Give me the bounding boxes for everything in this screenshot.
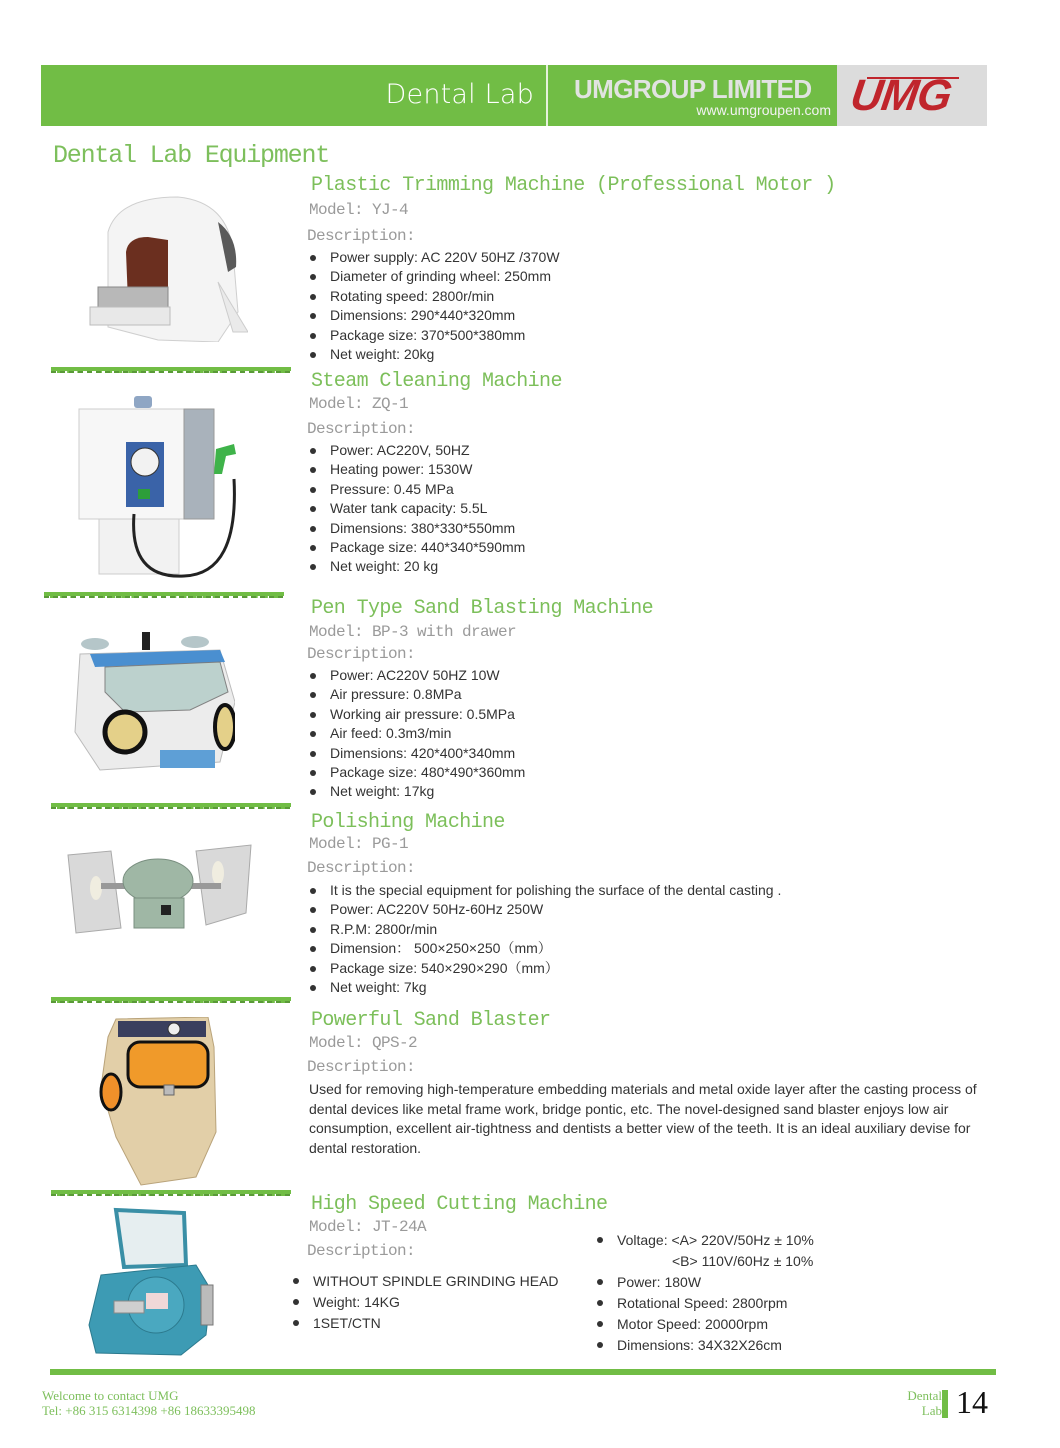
product-model: Model: YJ-4 — [309, 201, 409, 219]
section-divider — [51, 803, 291, 809]
spec-item: WITHOUT SPINDLE GRINDING HEAD — [293, 1271, 559, 1292]
section-divider — [51, 367, 291, 373]
product-name: Polishing Machine — [311, 811, 505, 834]
plastic-trimming-machine-image — [68, 192, 248, 342]
spec-item: Package size: 440*340*590mm — [310, 538, 525, 557]
spec-list — [310, 441, 525, 577]
product-model: Model: ZQ-1 — [309, 395, 409, 413]
product-name: Plastic Trimming Machine (Professional Motor ) — [311, 174, 836, 197]
spec-list — [310, 248, 560, 364]
header-banner — [41, 65, 987, 126]
spec-item: Diameter of grinding wheel: 250mm — [310, 267, 560, 286]
footer-section-line1: Dental — [907, 1388, 942, 1403]
product-model: Model: BP-3 with drawer — [309, 623, 517, 641]
description-label: Description: — [307, 227, 416, 245]
spec-list-left — [293, 1271, 559, 1334]
footer-bar — [50, 1369, 996, 1375]
spec-item: Net weight: 7kg — [310, 978, 781, 997]
sand-blasting-machine-image — [70, 632, 235, 772]
section-banner — [41, 65, 546, 126]
footer-section-line2: Lab — [921, 1403, 942, 1418]
spec-item: 1SET/CTN — [293, 1313, 559, 1334]
product-name: Powerful Sand Blaster — [311, 1009, 551, 1032]
spec-item: Power: 180W — [597, 1272, 814, 1293]
steam-cleaning-machine-image — [74, 394, 244, 584]
spec-item: Package size: 480*490*360mm — [310, 763, 525, 782]
spec-list-right — [597, 1230, 814, 1356]
polishing-machine-image — [66, 843, 254, 938]
spec-item: Dimensions: 420*400*340mm — [310, 744, 525, 763]
company-banner — [548, 65, 837, 126]
product-model: Model: QPS-2 — [309, 1034, 418, 1052]
page-number: 14 — [956, 1384, 988, 1420]
product-name: Pen Type Sand Blasting Machine — [311, 597, 654, 620]
logo-text: UMG — [847, 71, 955, 120]
description-label: Description: — [307, 1058, 416, 1076]
company-name: UMGROUP LIMITED — [574, 74, 812, 104]
spec-item: Dimensions: 34X32X26cm — [597, 1335, 814, 1356]
spec-item: Net weight: 17kg — [310, 782, 525, 801]
spec-list — [310, 881, 781, 997]
product-name: Steam Cleaning Machine — [311, 370, 562, 393]
spec-item: Rotating speed: 2800r/min — [310, 287, 560, 306]
cutting-machine-image — [86, 1205, 221, 1360]
section-divider — [51, 1190, 291, 1196]
spec-list — [310, 666, 525, 802]
section-divider — [51, 997, 291, 1003]
spec-item: Net weight: 20kg — [310, 345, 560, 364]
spec-item: Working air pressure: 0.5MPa — [310, 705, 525, 724]
spec-item: Heating power: 1530W — [310, 460, 525, 479]
company-website: www.umgroupen.com — [696, 102, 831, 118]
spec-item: Power supply: AC 220V 50HZ /370W — [310, 248, 560, 267]
contact-welcome: Welcome to contact UMG — [42, 1388, 179, 1403]
description-label: Description: — [307, 645, 416, 663]
sand-blaster-image — [96, 1017, 221, 1187]
spec-item: Air pressure: 0.8MPa — [310, 685, 525, 704]
page-title: Dental Lab Equipment — [53, 141, 330, 170]
spec-item: Power: AC220V, 50HZ — [310, 441, 525, 460]
spec-item: Water tank capacity: 5.5L — [310, 499, 525, 518]
spec-item: Dimensions: 380*330*550mm — [310, 519, 525, 538]
spec-item: Net weight: 20 kg — [310, 557, 525, 576]
product-description: Used for removing high-temperature embedding materials and metal oxide layer after the casting process of dental devices like metal frame work, bridge pontic, etc. The novel-designed sand blaster enjoys low air consumption, excellent air-tightness and dentists a better view of the teeth. It is an ideal auxiliary devise for dental restoration. — [309, 1081, 977, 1156]
spec-item: Power: AC220V 50Hz-60Hz 250W — [310, 900, 781, 919]
spec-item: Motor Speed: 20000rpm — [597, 1314, 814, 1335]
section-title: Dental Lab — [385, 79, 534, 110]
umg-logo — [837, 65, 987, 126]
spec-item: Weight: 14KG — [293, 1292, 559, 1313]
spec-item: Power: AC220V 50HZ 10W — [310, 666, 525, 685]
spec-item: Pressure: 0.45 MPa — [310, 480, 525, 499]
footer-contact — [42, 1388, 255, 1418]
spec-item: Air feed: 0.3m3/min — [310, 724, 525, 743]
spec-item: Package size: 540×290×290（mm） — [310, 959, 781, 978]
spec-item: Dimensions: 290*440*320mm — [310, 306, 560, 325]
product-name: High Speed Cutting Machine — [311, 1193, 608, 1216]
section-divider — [44, 592, 284, 598]
contact-phone: Tel: +86 315 6314398 +86 18633395498 — [42, 1403, 256, 1418]
product-model: Model: PG-1 — [309, 835, 409, 853]
description-label: Description: — [307, 1242, 416, 1260]
spec-item: Dimension： 500×250×250（mm） — [310, 939, 781, 958]
spec-item: Voltage: <A> 220V/50Hz ± 10% — [597, 1230, 814, 1251]
footer-section-label — [907, 1388, 942, 1418]
description-label: Description: — [307, 420, 416, 438]
spec-item: Package size: 370*500*380mm — [310, 326, 560, 345]
footer-marker — [942, 1390, 948, 1418]
description-label: Description: — [307, 859, 416, 877]
spec-item: Rotational Speed: 2800rpm — [597, 1293, 814, 1314]
product-model: Model: JT-24A — [309, 1218, 427, 1236]
spec-item: It is the special equipment for polishing the surface of the dental casting . — [310, 881, 781, 900]
spec-item: R.P.M: 2800r/min — [310, 920, 781, 939]
spec-item: <B> 110V/60Hz ± 10% — [672, 1253, 814, 1269]
